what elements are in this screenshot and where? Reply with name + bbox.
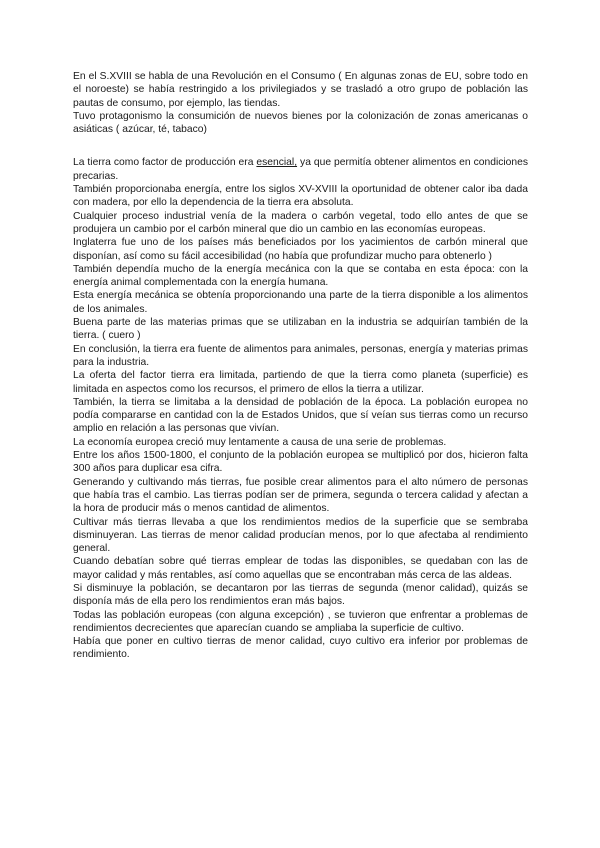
paragraph-industrial-process: Cualquier proceso industrial venía de la madera o carbón vegetal, todo ello antes de que se produjera un cambio por el carbón mineral que dio un cambio en las economías europeas. bbox=[73, 210, 528, 235]
paragraph-consumer-revolution: En el S.XVIII se habla de una Revolución en el Consumo ( En algunas zonas de EU, sobre todo en el noroeste) se había restringido a los privilegiados y se trasladó a otro grupo de población las pautas de consumo, por ejemplo, las tiendas. bbox=[73, 71, 528, 109]
paragraph-land-factor bbox=[73, 156, 528, 183]
paragraph-energy: También proporcionaba energía, entre los siglos XV-XVIII la oportunidad de obtener calor iba dada con madera, por ello la dependencia de la tierra era absoluta. bbox=[73, 184, 528, 209]
paragraph-land-choice: Cuando debatían sobre qué tierras emplear de todas las disponibles, se quedaban con las de mayor calidad y más rentables, así como aquellas que se encontraban más cerca de las aldeas. bbox=[73, 556, 528, 581]
paragraph-new-goods: Tuvo protagonismo la consumición de nuevos bienes por la colonización de zonas americanas o asiáticas ( azúcar, té, tabaco) bbox=[73, 110, 528, 136]
paragraph-raw-materials: Buena parte de las materias primas que se utilizaban en la industria se adquirían también de la tierra. ( cuero ) bbox=[73, 317, 528, 342]
paragraph-mechanical-energy: También dependía mucho de la energía mecánica con la que se contaba en esta época: con la energía animal complementada con la energía humana. bbox=[73, 263, 528, 289]
document-page bbox=[73, 70, 528, 662]
paragraph-yields: Cultivar más tierras llevaba a que los rendimientos medios de la superficie que se sembraba disminuyeran. Las tierras de menor calidad producían menos, por lo que afectaba al rendimiento general. bbox=[73, 516, 528, 555]
paragraph-lower-quality: Había que poner en cultivo tierras de menor calidad, cuyo cultivo era inferior por problemas de rendimiento. bbox=[73, 636, 528, 661]
paragraph-gap bbox=[73, 136, 528, 156]
paragraph-cultivating-land: Generando y cultivando más tierras, fue posible crear alimentos para el alto número de personas que había tras el cambio. Las tierras podían ser de primera, segunda o tercera calidad y afectan a la hora de producir más o menos cantidad de alimentos. bbox=[73, 476, 528, 515]
paragraph-conclusion: En conclusión, la tierra era fuente de alimentos para animales, personas, energía y materias primas para la industria. bbox=[73, 343, 529, 368]
paragraph-limited-land: La oferta del factor tierra era limitada, partiendo de que la tierra como planeta (superficie) es limitada en aspectos como los recursos, el primero de ellos la tierra a utilizar. bbox=[73, 370, 528, 395]
paragraph-england-coal: Inglaterra fue uno de los países más beneficiados por los yacimientos de carbón mineral que disponían, así como su fácil accesibilidad (no había que profundizar mucho para obtenerlo ) bbox=[73, 237, 528, 262]
land-factor-text-start: La tierra como factor de producción era bbox=[73, 157, 257, 169]
land-factor-text-end: ya que permitía obtener alimentos en condiciones precarias. bbox=[73, 157, 528, 182]
paragraph-population-density: También, la tierra se limitaba a la densidad de población de la época. La población europea no podía compararse en cantidad con la de Estados Unidos, que sí veían sus tierras como un recurso amplio en relación a las personas que vivían. bbox=[73, 396, 528, 435]
paragraph-population-doubling: Entre los años 1500-1800, el conjunto de la población europea se multiplicó por dos, hicieron falta 300 años para duplicar esa cifra. bbox=[73, 450, 528, 475]
paragraph-slow-growth: La economía europea creció muy lentamente a causa de una serie de problemas. bbox=[73, 436, 447, 448]
paragraph-diminishing-returns: Todas las población europeas (con alguna excepción) , se tuvieron que enfrentar a problemas de rendimientos decrecientes que aparecían cuando se ampliaba la superficie de cultivo. bbox=[73, 609, 528, 634]
paragraph-animal-food: Esta energía mecánica se obtenía proporcionando una parte de la tierra disponible a los alimentos de los animales. bbox=[73, 290, 528, 315]
paragraph-second-quality: Si disminuye la población, se decantaron por las tierras de segunda (menor calidad), quizás se disponía más de ella pero los rendimientos eran más bajos. bbox=[73, 582, 528, 608]
underlined-word-esencial: esencial, bbox=[256, 157, 298, 169]
